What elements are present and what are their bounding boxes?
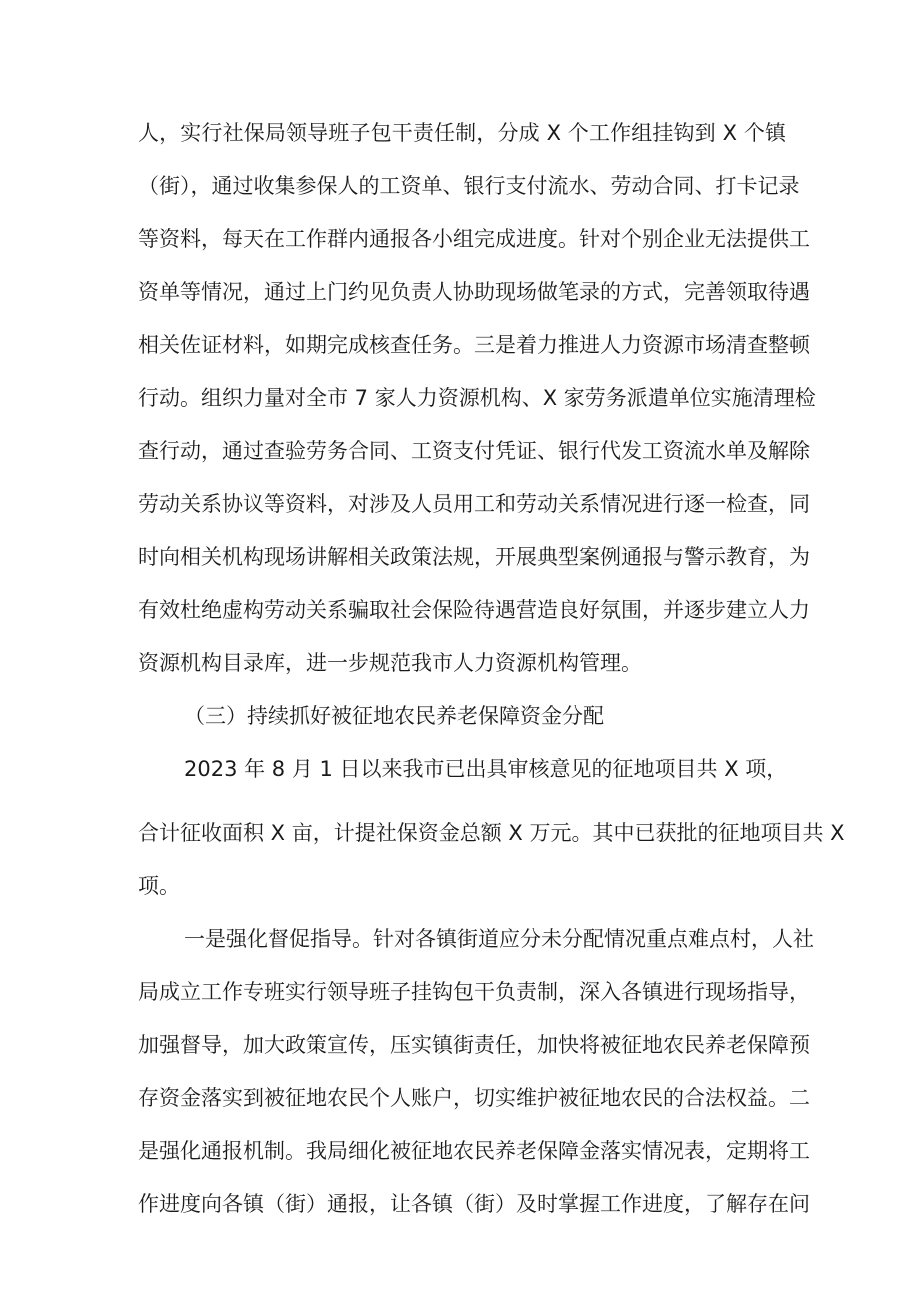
paragraph-line: 作进度向各镇（街）通报，让各镇（街）及时掌握工作进度，了解存在问 — [138, 1192, 810, 1216]
paragraph-line: 有效杜绝虚构劳动关系骗取社会保险待遇营造良好氛围，并逐步建立人力 — [138, 598, 810, 622]
paragraph-line: 是强化通报机制。我局细化被征地农民养老保障金落实情况表，定期将工 — [138, 1139, 810, 1163]
paragraph-line: 劳动关系协议等资料，对涉及人员用工和劳动关系情况进行逐一检查，同 — [138, 492, 810, 516]
paragraph-line: 资单等情况，通过上门约见负责人协助现场做笔录的方式，完善领取待遇 — [138, 280, 810, 304]
paragraph-line: 一是强化督促指导。针对各镇街道应分未分配情况重点难点村，人社 — [184, 927, 814, 951]
paragraph-line: 查行动，通过查验劳务合同、工资支付凭证、银行代发工资流水单及解除 — [138, 439, 810, 463]
paragraph-line: 资源机构目录库，进一步规范我市人力资源机构管理。 — [138, 651, 642, 675]
paragraph-line: 等资料，每天在工作群内通报各小组完成进度。针对个别企业无法提供工 — [138, 227, 810, 251]
paragraph-line: 2023 年 8 月 1 日以来我市已出具审核意见的征地项目共 X 项， — [184, 757, 788, 781]
paragraph-line: 加强督导，加大政策宣传，压实镇街责任，加快将被征地农民养老保障预 — [138, 1033, 810, 1057]
paragraph-line: 存资金落实到被征地农民个人账户，切实维护被征地农民的合法权益。二 — [138, 1086, 810, 1110]
paragraph-line: 项。 — [138, 874, 180, 898]
section-heading: （三）持续抓好被征地农民养老保障资金分配 — [184, 704, 604, 728]
paragraph-line: 行动。组织力量对全市 7 家人力资源机构、X 家劳务派遣单位实施清理检 — [138, 386, 816, 410]
paragraph-line: 合计征收面积 X 亩，计提社保资金总额 X 万元。其中已获批的征地项目共 X — [138, 821, 845, 845]
paragraph-line: 相关佐证材料，如期完成核查任务。三是着力推进人力资源市场清查整顿 — [138, 333, 810, 357]
paragraph-line: 人，实行社保局领导班子包干责任制，分成 X 个工作组挂钩到 X 个镇 — [138, 121, 786, 145]
paragraph-line: 时向相关机构现场讲解相关政策法规，开展典型案例通报与警示教育，为 — [138, 545, 810, 569]
paragraph-line: （街），通过收集参保人的工资单、银行支付流水、劳动合同、打卡记录 — [138, 174, 800, 198]
paragraph-line: 局成立工作专班实行领导班子挂钩包干负责制，深入各镇进行现场指导， — [138, 980, 810, 1004]
